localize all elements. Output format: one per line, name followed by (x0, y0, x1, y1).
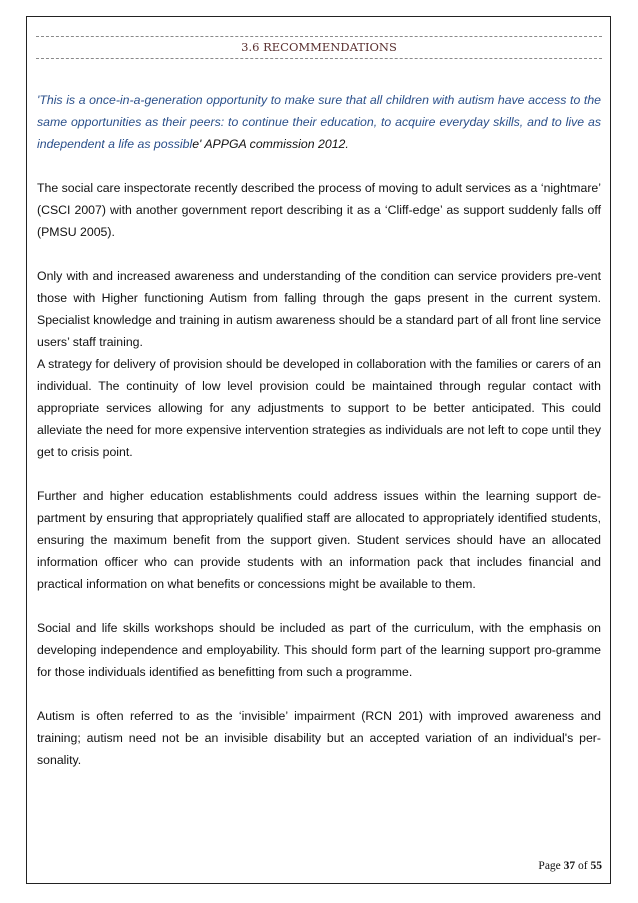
page-footer (538, 860, 602, 872)
document-body (37, 89, 601, 793)
page-label: Page (538, 860, 561, 872)
opening-quote (37, 89, 601, 155)
of-label: of (578, 860, 588, 872)
paragraph-higher-education: Further and higher education establishments could address issues within the learning support de-partment by ensuring that appropriately qualified staff are allocated to appropriately identified students, ensuring the maximum benefit from the support given. Student services should have an allocated information officer who can provide students with an information pack that includes financial and practical information on what benefits or concessions might be available to them. (37, 489, 601, 591)
quote-attribution: e' APPGA commission 2012. (192, 137, 349, 151)
paragraph-awareness: Only with and increased awareness and understanding of the condition can service providers pre-vent those with Higher functioning Autism from falling through the gaps present in the current system. Specialist knowledge and training in autism awareness should be a standard part of all front line service users’ staff training. (37, 269, 601, 349)
page-number: 37 (563, 860, 576, 872)
quote-text: 'This is a once-in-a-generation opportunity to make sure that all children with autism have access to the same opportunities as their peers: to continue their education, to acquire everyday skills, and to live as independent a life as possibl (37, 93, 601, 151)
paragraph-strategy: A strategy for delivery of provision should be developed in collaboration with the families or carers of an individual. The continuity of low level provision could be maintained through regular contact with appropriate services allowing for any adjustments to support to be better anticipated. This could alleviate the need for more expensive intervention strategies as individuals are not left to cope until they get to crisis point. (37, 357, 601, 459)
heading-rule-bottom (36, 58, 602, 59)
paragraph-care-inspectorate: The social care inspectorate recently described the process of moving to adult services as a ‘nightmare’ (CSCI 2007) with another government report describing it as a ‘Cliff-edge’ as support suddenly falls off (PMSU 2005). (37, 181, 601, 239)
paragraph-life-skills: Social and life skills workshops should be included as part of the curriculum, with the emphasis on developing independence and employability. This should form part of the learning support pro-gramme for those individuals identified as benefitting from such a programme. (37, 621, 601, 679)
paragraph-invisible-impairment: Autism is often referred to as the ‘invisible’ impairment (RCN 201) with improved awareness and training; autism need not be an invisible disability but an accepted variation of an individual's per-sonality. (37, 709, 601, 767)
heading-rule-top (36, 36, 602, 37)
total-pages: 55 (590, 860, 602, 872)
section-heading: 3.6 RECOMMENDATIONS (241, 40, 397, 54)
